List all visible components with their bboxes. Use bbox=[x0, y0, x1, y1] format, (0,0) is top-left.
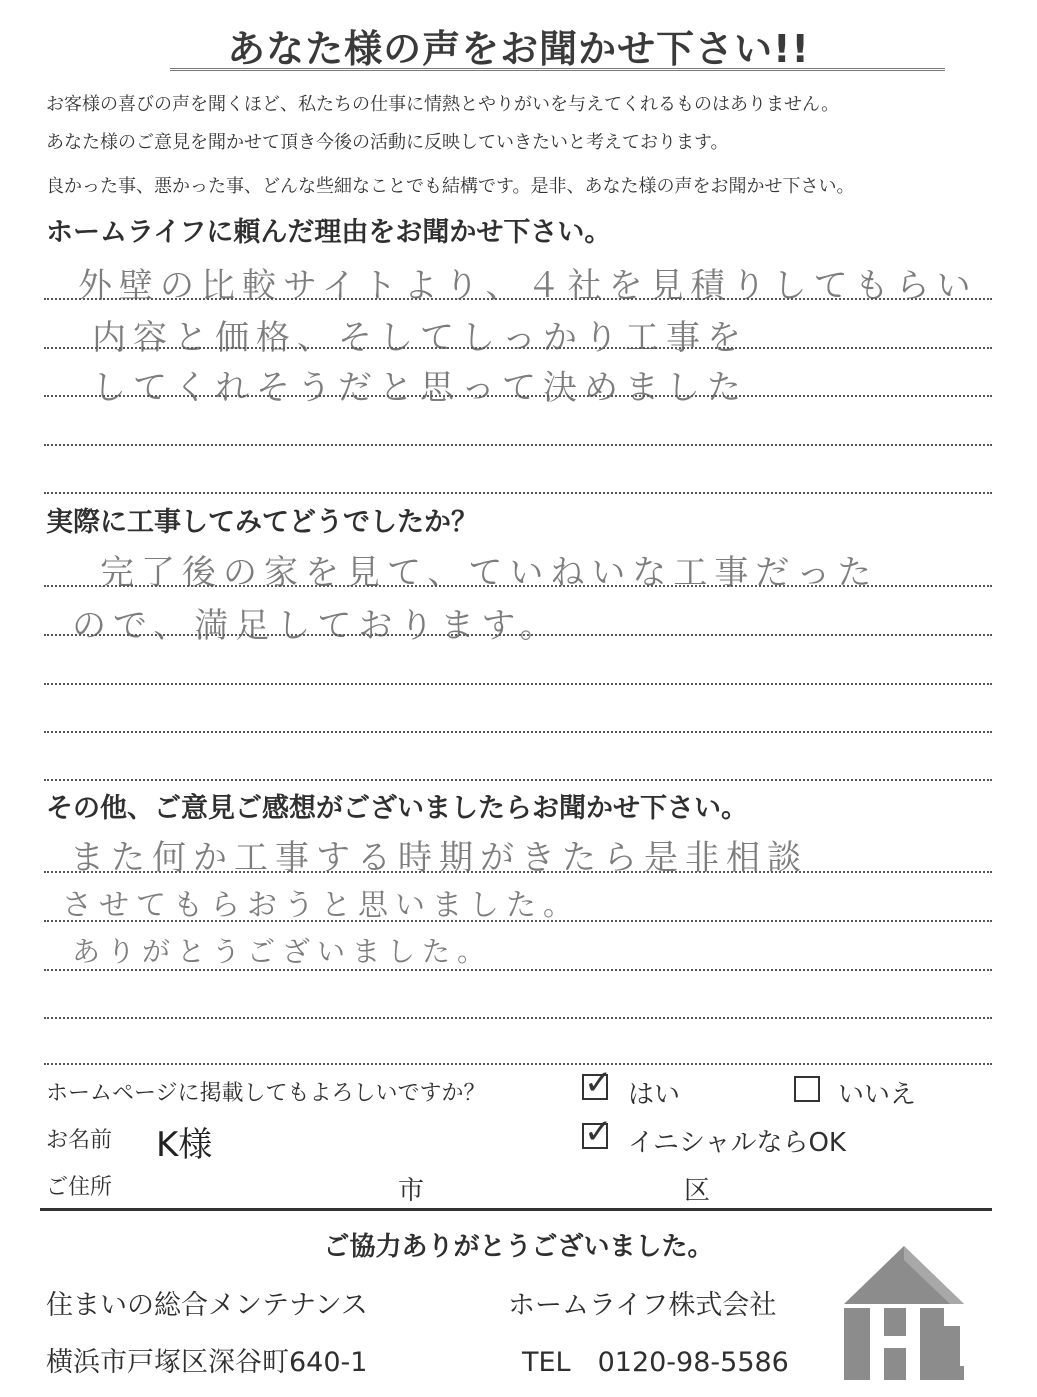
name-label: お名前 bbox=[46, 1128, 113, 1153]
answer-line bbox=[44, 1063, 992, 1065]
answer-line bbox=[44, 920, 992, 922]
question-heading: ホームライフに頼んだ理由をお聞かせ下さい。 bbox=[46, 217, 612, 248]
intro-line: あなた様のご意見を聞かせて頂き今後の活動に反映していきたいと考えております。 bbox=[46, 132, 729, 153]
answer-line bbox=[44, 444, 992, 446]
company-address: 横浜市戸塚区深谷町640-1 bbox=[46, 1347, 368, 1378]
answer-line bbox=[44, 298, 992, 300]
answer-line bbox=[44, 779, 992, 781]
publish-yes-label: はい bbox=[628, 1080, 681, 1110]
name-value[interactable]: K様 bbox=[156, 1125, 213, 1165]
handwritten-answer: ので、満足しております。 bbox=[72, 606, 561, 646]
answer-line bbox=[44, 969, 992, 971]
question-heading: その他、ご意見ご感想がございましたらお聞かせ下さい。 bbox=[46, 793, 748, 824]
handwritten-answer: 完了後の家を見て、ていねいな工事だった bbox=[100, 553, 879, 593]
answer-line bbox=[44, 1017, 992, 1019]
publish-no-label: いいえ bbox=[838, 1080, 917, 1110]
handwritten-answer: また何か工事する時期がきたら是非相談 bbox=[70, 838, 808, 878]
thanks-message: ご協力ありがとうございました。 bbox=[323, 1232, 714, 1262]
publish-question: ホームページに掲載してもよろしいですか？ bbox=[46, 1081, 486, 1106]
title-underline bbox=[170, 68, 945, 71]
intro-line: 良かった事、悪かった事、どんな些細なことでも結構です。是非、あなた様の声をお聞かせ下さい。 bbox=[46, 176, 855, 197]
page-title: あなた様の声をお聞かせ下さい!! bbox=[227, 27, 810, 71]
checkmark-icon: ✓ bbox=[584, 1112, 613, 1152]
publish-yes-checkbox[interactable] bbox=[582, 1063, 613, 1104]
answer-line bbox=[44, 585, 992, 587]
handwritten-answer: ありがとうございました。 bbox=[72, 935, 493, 968]
answer-line bbox=[44, 634, 992, 636]
address-label: ご住所 bbox=[46, 1175, 113, 1200]
answer-line bbox=[44, 683, 992, 685]
answer-line bbox=[44, 871, 992, 873]
answer-line bbox=[44, 492, 992, 494]
ward-label: 区 bbox=[684, 1176, 711, 1206]
company-tagline: 住まいの総合メンテナンス bbox=[46, 1290, 368, 1321]
handwritten-answer: してくれそうだと思って決めました bbox=[92, 368, 748, 408]
answer-line bbox=[44, 731, 992, 733]
checkmark-icon: ✓ bbox=[584, 1063, 613, 1103]
answer-line bbox=[44, 395, 992, 397]
company-name: ホームライフ株式会社 bbox=[508, 1290, 777, 1321]
handwritten-answer: させてもらおうと思いました。 bbox=[62, 888, 580, 923]
company-tel: TEL 0120-98-5586 bbox=[522, 1347, 789, 1378]
house-logo-icon bbox=[840, 1242, 968, 1382]
publish-no-checkbox[interactable] bbox=[794, 1076, 824, 1106]
handwritten-answer: 外壁の比較サイトより、４社を見積りしてもらい bbox=[78, 266, 978, 306]
checkbox-box bbox=[794, 1076, 820, 1102]
question-heading: 実際に工事してみてどうでしたか？ bbox=[46, 507, 478, 538]
handwritten-answer: 内容と価格、そしてしっかり工事を bbox=[92, 318, 748, 358]
city-label: 市 bbox=[398, 1176, 425, 1206]
initials-label: イニシャルならOK bbox=[628, 1128, 846, 1158]
initials-checkbox[interactable] bbox=[582, 1112, 613, 1153]
intro-line: お客様の喜びの声を聞くほど、私たちの仕事に情熱とやりがいを与えてくれるものはありません。 bbox=[46, 94, 840, 115]
answer-line bbox=[44, 347, 992, 349]
address-underline bbox=[40, 1208, 992, 1211]
